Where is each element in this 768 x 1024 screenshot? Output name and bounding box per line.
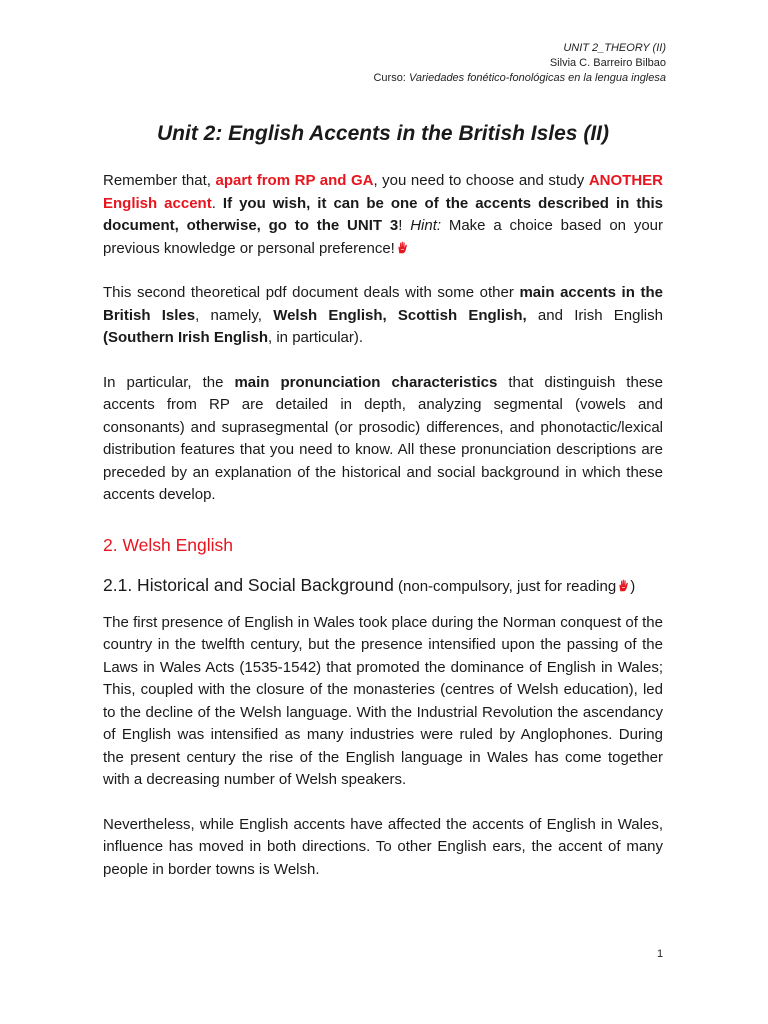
header-course-label: Curso: (373, 72, 406, 84)
page-number: 1 (657, 948, 664, 960)
bold-text: (Southern Irish English (103, 329, 269, 346)
history-paragraph: The first presence of English in Wales took place during the Norman conquest of the country in the twelfth century, but the presence intensified upon the passing of the Laws in Wales Acts (1535-1542) that promoted the dominance of English in Wales; This, coupled with the closure of the monasteries (centres of Welsh education), led to the decline of the Welsh language. With the Industrial Revolution the ascendancy of English was intensified as many industries were ruled by Anglophones. During the present century the rise of the English language in Wales has come together with a decreasing number of Welsh speakers. (103, 613, 663, 788)
text-run: , namely, (195, 306, 274, 324)
bold-text: main pronunciation characteristics (234, 373, 498, 391)
writing-hand-icon (617, 579, 630, 592)
text-run: Make a choice based on your previous knowledge or personal preference! (103, 217, 663, 257)
page-header (373, 41, 666, 86)
text-run: , you need to choose and study (373, 172, 589, 189)
hint-label: Hint: (410, 217, 442, 234)
document-body (103, 120, 663, 903)
bold-text: Welsh English, Scottish English, (273, 306, 527, 324)
subsection-note-close: ) (630, 577, 636, 595)
writing-hand-icon (396, 241, 409, 254)
bold-text: If you wish, it can be one of the accents described in this document, otherwise, go to the UNIT 3 (103, 194, 663, 234)
text-run: Remember that, (103, 172, 216, 189)
details-paragraph (103, 372, 663, 507)
text-run: ! (398, 217, 411, 234)
header-course-name: Variedades fonético-fonológicas en la lengua inglesa (408, 72, 666, 84)
section-heading: 2. Welsh English (103, 534, 234, 555)
text-run: that distinguish these accents from RP are detailed in depth, analyzing segmental (vowels and consonants) and suprasegmental (or prosodic) differences, and phonotactic/lexical distribution features that you need to know. All these pronunciation descriptions are preceded by an explanation of the historical and social background in which these accents develop. (103, 373, 663, 503)
text-run: This second theoretical pdf document deals with some other (103, 284, 520, 301)
bold-text: main accents in the British Isles (103, 284, 663, 324)
text-run: In particular, the (103, 373, 235, 391)
text-run: and Irish English (526, 306, 663, 324)
highlight-text: apart from RP and GA (215, 172, 374, 189)
influence-paragraph: Nevertheless, while English accents have affected the accents of English in Wales, influence has moved in both directions. To other English ears, the accent of many people in border towns is Welsh. (103, 815, 663, 878)
subsection-note: (non-compulsory, just for reading (393, 577, 617, 595)
intro-paragraph (103, 170, 663, 260)
header-course (373, 71, 666, 86)
overview-paragraph (103, 282, 663, 350)
header-author: Silvia C. Barreiro Bilbao (549, 57, 666, 69)
highlight-text: ANOTHER English accent (103, 172, 663, 212)
header-unit: UNIT 2_THEORY (II) (563, 42, 666, 54)
subsection-title: 2.1. Historical and Social Background (103, 574, 394, 595)
page-title: Unit 2: English Accents in the British Isles (II) (157, 122, 609, 145)
text-run: . (211, 194, 223, 212)
text-run: , in particular). (268, 329, 364, 346)
subsection-heading (103, 573, 663, 599)
